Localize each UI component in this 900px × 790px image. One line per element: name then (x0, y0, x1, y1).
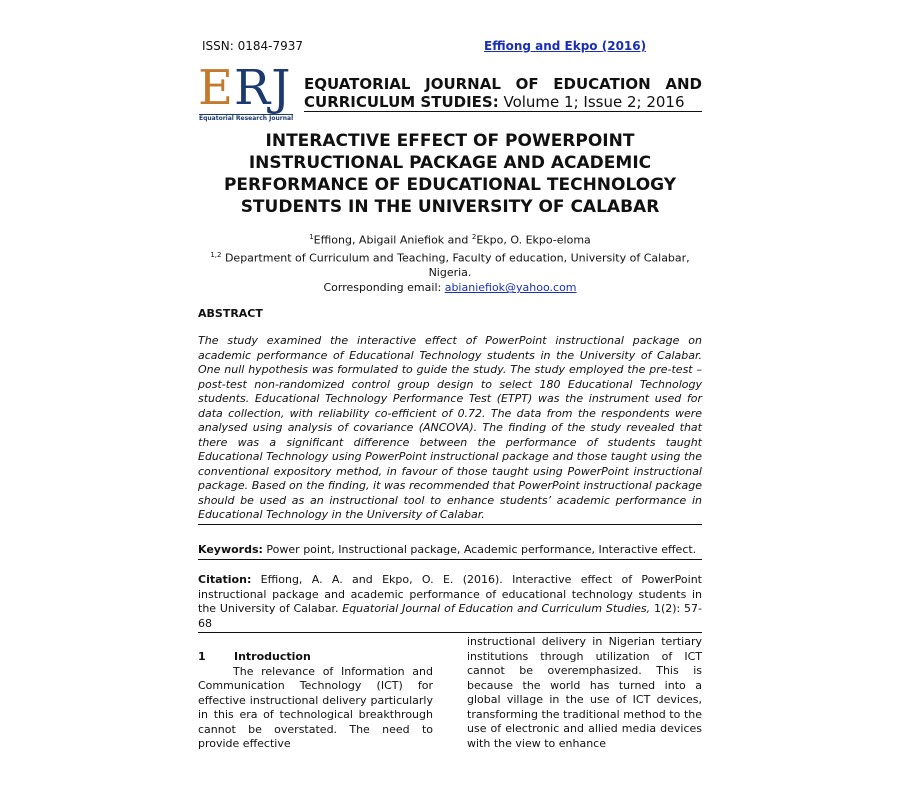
keywords-label: Keywords: (198, 543, 263, 556)
citation-text: Effiong, A. A. and Ekpo, O. E. (2016). Interactive effect of PowerPoint instructional package and academic performance of educational technology students in the University of Calabar. (198, 573, 702, 615)
author2-sup: 2 (471, 233, 477, 241)
email-label: Corresponding email: (323, 281, 445, 295)
introduction-right-paragraph: instructional delivery in Nigerian tertiary institutions through utilization of ICT cannot be overemphasized. This is because the world has turned into a global village in the use of ICT devices, transforming the traditional method to the use of electronic and allied media devices with the view to enhance (467, 635, 702, 750)
citation-journal: Equatorial Journal of Education and Curriculum Studies, (342, 602, 651, 615)
citation-label: Citation: (198, 573, 252, 586)
issn-number: ISSN: 0184-7937 (202, 39, 304, 53)
journal-name-line2-text: CURRICULUM STUDIES: (304, 93, 499, 111)
logo-letters-rj: RJ (234, 60, 292, 116)
introduction-left-text: The relevance of Information and Communication Technology (ICT) for effective instructional delivery particularly in this era of technological breakthrough cannot be overstated. The need to provide effective (198, 664, 433, 750)
logo-letter-e: E (198, 60, 235, 116)
affiliation-sup: 1,2 (210, 250, 222, 259)
introduction-left-paragraph (198, 665, 433, 752)
section-number: 1 (198, 650, 206, 663)
author1-sup: 1 (309, 233, 314, 241)
logo-letters (198, 58, 291, 118)
citation-pages: 1(2): 57- 68 (198, 602, 702, 630)
introduction-heading (198, 650, 433, 665)
author-names (198, 230, 702, 248)
abstract-text: The study examined the interactive effect of PowerPoint instructional package on academic performance of Educational Technology students in the University of Calabar. One null hypothesis was formulated to guide the study. The study employed the pre-test – post-test non-randomized control group design to select 180 Educational Technology students. Educational Technology Performance Test (ETPT) was the instrument used for data collection, with reliability co-efficient of 0.72. The data from the respondents were analysed using analysis of covariance (ANCOVA). The finding of the study revealed that there was a significant difference between the performance of students taught Educational Technology using PowerPoint instructional package and those taught using the conventional expository method, in favour of those taught using PowerPoint instructional package. Based on the finding, it was recommended that PowerPoint instructional package should be used as an instructional tool to enhance students’ academic performance in Educational Technology in the University of Calabar. (198, 334, 702, 525)
affiliation-text: Department of Curriculum and Teaching, Faculty of education, University of Calabar, Nigeria. (221, 251, 690, 280)
affiliation (198, 248, 702, 281)
erj-logo (198, 60, 294, 126)
journal-volume: Volume 1; Issue 2; 2016 (498, 93, 685, 111)
section-title: Introduction (234, 650, 311, 663)
paper-title: INTERACTIVE EFFECT OF POWERPOINT INSTRUCTIONAL PACKAGE AND ACADEMIC PERFORMANCE OF EDUCATIONAL TECHNOLOGY STUDENTS IN THE UNIVERSITY OF CALABAR (223, 131, 677, 217)
logo-subtitle: Equatorial Research Journal (199, 115, 294, 122)
email-link[interactable]: abianiefiok@yahoo.com (444, 281, 577, 295)
journal-name-line1: EQUATORIAL JOURNAL OF EDUCATION AND (304, 75, 702, 93)
author2-name: Ekpo, O. Ekpo-eloma (476, 233, 591, 247)
journal-name-line2 (304, 93, 702, 112)
author-block (198, 230, 702, 295)
corresponding-email (198, 280, 702, 295)
keywords-text: Power point, Instructional package, Academic performance, Interactive effect. (262, 543, 697, 556)
citation (198, 573, 702, 633)
journal-name (304, 75, 702, 112)
left-column (198, 650, 433, 752)
keywords (198, 543, 702, 560)
abstract-heading: ABSTRACT (198, 307, 263, 320)
author1-name: Effiong, Abigail Aniefiok and (313, 233, 472, 247)
running-head-authors-link[interactable]: Effiong and Ekpo (2016) (484, 39, 647, 53)
